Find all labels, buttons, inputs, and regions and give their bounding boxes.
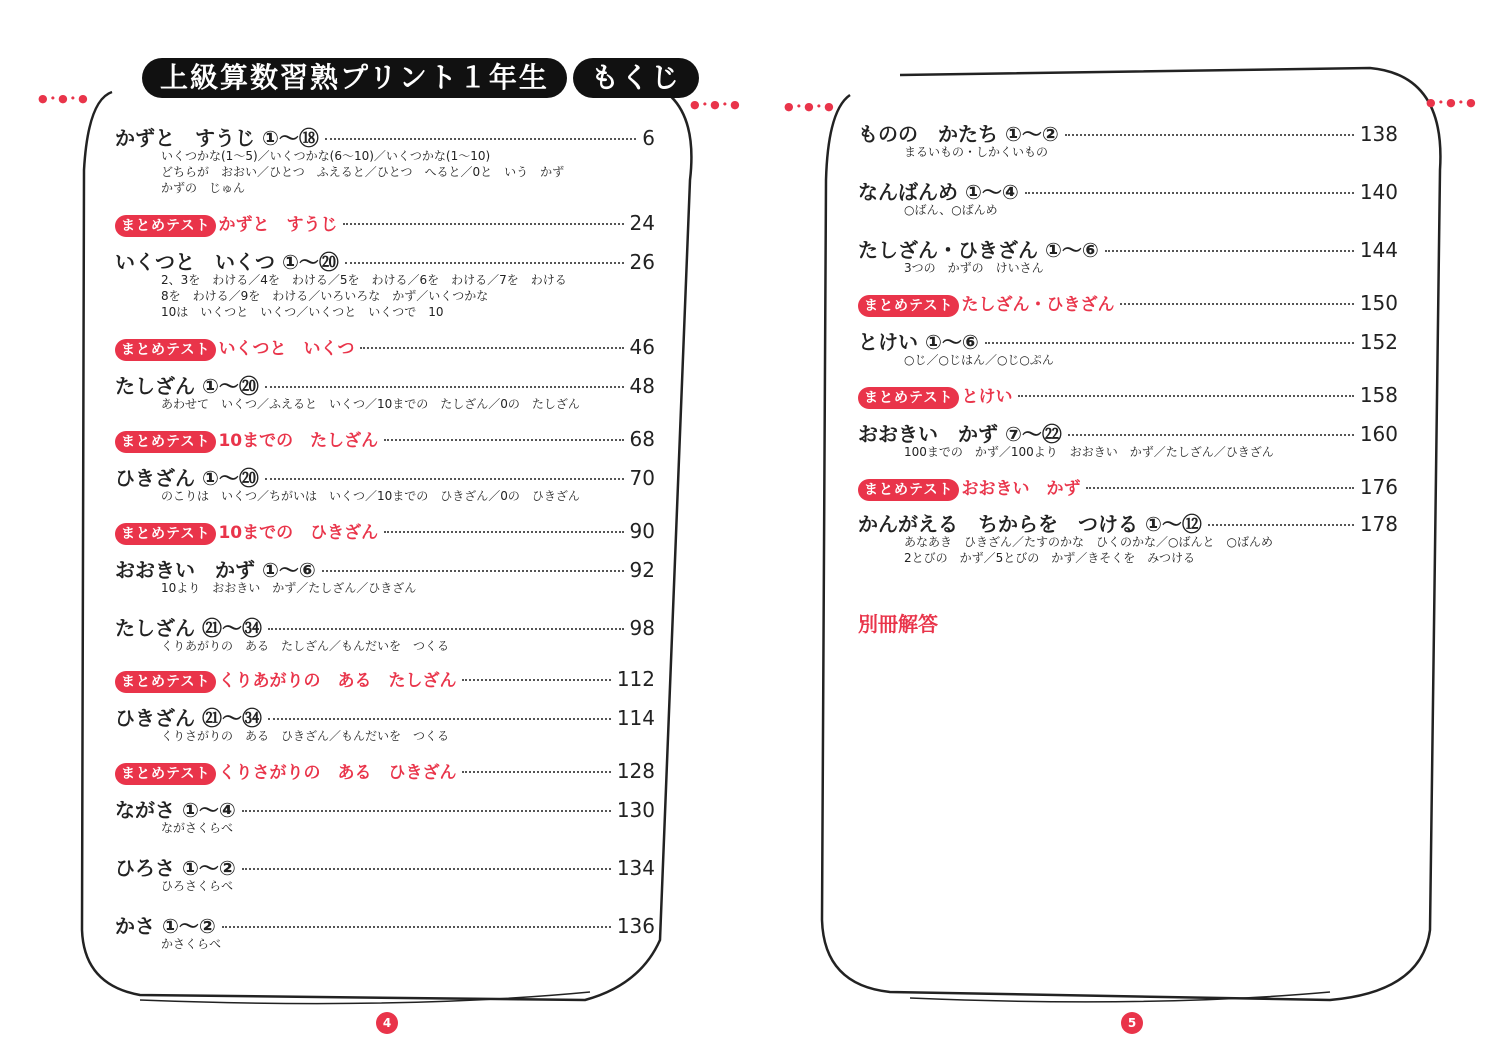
toc-entry — [115, 370, 655, 412]
toc-entry — [115, 122, 655, 196]
dot-leader — [242, 868, 611, 870]
toc-row — [858, 474, 1398, 500]
toc-row — [115, 518, 655, 544]
toc-row — [858, 176, 1398, 202]
toc-heading: かずと すうじ ①～⑱ — [115, 126, 319, 150]
toc-test-entry — [115, 666, 655, 692]
dot-leader — [1068, 434, 1354, 436]
toc-heading: とけい — [961, 387, 1013, 407]
toc-test-entry — [115, 758, 655, 784]
toc-subtopics: かずの じゅん — [161, 181, 246, 195]
toc-row — [858, 508, 1398, 534]
toc-heading: たしざん・ひきざん — [961, 295, 1115, 315]
toc-page-number: 138 — [1359, 122, 1398, 146]
toc-entry — [115, 910, 655, 952]
toc-page-number: 48 — [629, 374, 655, 398]
toc-row — [858, 418, 1398, 444]
toc-entry — [858, 418, 1398, 460]
toc-row — [115, 210, 655, 236]
toc-row — [115, 246, 655, 272]
toc-heading: かんがえる ちからを つける ①～⑫ — [858, 512, 1202, 536]
toc-heading: ひきざん ㉑～㉞ — [115, 706, 262, 730]
toc-heading: かさ ①～② — [115, 914, 216, 938]
dot-leader — [1086, 487, 1353, 489]
toc-page-number: 70 — [629, 466, 655, 490]
toc-page-number: 114 — [616, 706, 655, 730]
toc-heading: ながさ ①～④ — [115, 798, 236, 822]
test-badge: まとめテスト — [858, 295, 959, 317]
toc-row — [115, 122, 655, 148]
toc-subtopics: くりさがりの ある ひきざん／もんだいを つくる — [161, 729, 450, 743]
toc-entry — [115, 246, 655, 320]
toc-heading: 10までの たしざん — [218, 431, 379, 451]
toc-entry — [115, 554, 655, 596]
toc-title — [142, 58, 699, 98]
toc-row — [858, 382, 1398, 408]
toc-subtopics: 10は いくつと いくつ／いくつと いくつで 10 — [161, 305, 444, 319]
dot-leader — [462, 679, 610, 681]
toc-subtopics: ○ばん、○ばんめ — [904, 203, 998, 217]
toc-subtopics: あわせて いくつ／ふえると いくつ／10までの たしざん／0の たしざん — [161, 397, 580, 411]
toc-row — [115, 334, 655, 360]
dot-leader — [345, 262, 624, 264]
toc-heading: ものの かたち ①～② — [858, 122, 1059, 146]
toc-page-number: 6 — [642, 126, 655, 150]
toc-entry — [115, 794, 655, 836]
toc-page-number: 144 — [1359, 238, 1398, 262]
toc-subtopics: どちらが おおい／ひとつ ふえると／ひとつ へると／0と いう かず — [161, 165, 565, 179]
right-page — [750, 0, 1500, 1060]
toc-row — [115, 702, 655, 728]
toc-page-number: 24 — [629, 211, 655, 235]
answer-note: 別冊解答 — [858, 612, 938, 636]
dot-leader — [360, 347, 623, 349]
toc-page-number: 130 — [616, 798, 655, 822]
toc-page-number: 26 — [629, 250, 655, 274]
toc-row — [115, 666, 655, 692]
toc-heading: くりあがりの ある たしざん — [218, 671, 457, 691]
toc-heading: ひろさ ①～② — [115, 856, 236, 880]
toc-heading: たしざん ①～⑳ — [115, 374, 259, 398]
toc-page-number: 68 — [629, 427, 655, 451]
dot-leader — [268, 628, 624, 630]
dot-leader — [985, 342, 1354, 344]
toc-row — [858, 118, 1398, 144]
decor-dots: ●•●•● — [1426, 96, 1478, 109]
toc-page-number: 150 — [1359, 291, 1398, 315]
dot-leader — [462, 771, 610, 773]
toc-entry — [115, 612, 655, 654]
toc-entry — [858, 176, 1398, 218]
test-badge: まとめテスト — [115, 763, 216, 785]
dot-leader — [242, 810, 611, 812]
toc-page-number: 160 — [1359, 422, 1398, 446]
toc-entry — [115, 702, 655, 744]
page-number: 4 — [376, 1012, 398, 1034]
toc-row — [115, 612, 655, 638]
toc-subtopics: ○じ／○じはん／○じ○ぷん — [904, 353, 1054, 367]
toc-test-entry — [858, 382, 1398, 408]
dot-leader — [322, 570, 624, 572]
test-badge: まとめテスト — [858, 387, 959, 409]
toc-page-number: 134 — [616, 856, 655, 880]
toc-subtopics: あなあき ひきざん／たすのかな ひくのかな／○ばんと ○ばんめ — [904, 535, 1273, 549]
title-main: 上級算数習熟プリント１年生 — [142, 58, 567, 98]
toc-row — [115, 794, 655, 820]
dot-leader — [265, 386, 624, 388]
title-sub: もくじ — [573, 58, 699, 98]
toc-subtopics: 10より おおきい かず／たしざん／ひきざん — [161, 581, 417, 595]
decor-dots: ●•●•● — [784, 100, 836, 113]
toc-entry — [858, 234, 1398, 276]
toc-subtopics: 2とびの かず／5とびの かず／きそくを みつける — [904, 551, 1196, 565]
toc-page-number: 152 — [1359, 330, 1398, 354]
dot-leader — [222, 926, 611, 928]
toc-test-entry — [858, 290, 1398, 316]
toc-row — [115, 852, 655, 878]
toc-page-number: 90 — [629, 519, 655, 543]
toc-subtopics: 3つの かずの けいさん — [904, 261, 1044, 275]
toc-entry — [858, 326, 1398, 368]
toc-subtopics: ながさくらべ — [161, 821, 234, 835]
toc-heading: ひきざん ①～⑳ — [115, 466, 259, 490]
dot-leader — [384, 439, 623, 441]
toc-row — [858, 290, 1398, 316]
toc-entry — [115, 462, 655, 504]
toc-page-number: 158 — [1359, 383, 1398, 407]
toc-test-entry — [115, 334, 655, 360]
toc-row — [858, 326, 1398, 352]
toc-heading: なんばんめ ①～④ — [858, 180, 1019, 204]
toc-page-number: 176 — [1359, 475, 1398, 499]
toc-heading: 10までの ひきざん — [218, 523, 379, 543]
toc-heading: いくつと いくつ ①～⑳ — [115, 250, 339, 274]
test-badge: まとめテスト — [115, 523, 216, 545]
dot-leader — [1025, 192, 1354, 194]
toc-row — [115, 462, 655, 488]
toc-page-number: 98 — [629, 616, 655, 640]
toc-entry — [115, 852, 655, 894]
test-badge: まとめテスト — [115, 339, 216, 361]
toc-test-entry — [858, 474, 1398, 500]
dot-leader — [1105, 250, 1354, 252]
toc-heading: たしざん・ひきざん ①～⑥ — [858, 238, 1099, 262]
dot-leader — [343, 223, 623, 225]
toc-heading: おおきい かず ①～⑥ — [115, 558, 316, 582]
toc-heading: くりさがりの ある ひきざん — [218, 763, 457, 783]
test-badge: まとめテスト — [858, 479, 959, 501]
toc-heading: かずと すうじ — [218, 215, 338, 235]
toc-heading: おおきい かず ⑦～㉒ — [858, 422, 1062, 446]
toc-subtopics: くりあがりの ある たしざん／もんだいを つくる — [161, 639, 450, 653]
toc-subtopics: のこりは いくつ／ちがいは いくつ／10までの ひきざん／0の ひきざん — [161, 489, 580, 503]
toc-subtopics: いくつかな(1～5)／いくつかな(6～10)／いくつかな(1～10) — [161, 149, 491, 163]
test-badge: まとめテスト — [115, 215, 216, 237]
decor-dots: ●•●•● — [38, 92, 90, 105]
toc-row — [115, 554, 655, 580]
toc-heading: たしざん ㉑～㉞ — [115, 616, 262, 640]
toc-row — [858, 234, 1398, 260]
toc-subtopics: まるいもの・しかくいもの — [904, 145, 1049, 159]
toc-page-number: 112 — [616, 667, 655, 691]
toc-heading: おおきい かず — [961, 479, 1081, 499]
test-badge: まとめテスト — [115, 671, 216, 693]
toc-subtopics: かさくらべ — [161, 937, 222, 951]
toc-entry — [858, 118, 1398, 160]
dot-leader — [1120, 303, 1353, 305]
toc-test-entry — [115, 426, 655, 452]
toc-subtopics: 100までの かず／100より おおきい かず／たしざん／ひきざん — [904, 445, 1274, 459]
dot-leader — [384, 531, 623, 533]
toc-subtopics: ひろさくらべ — [161, 879, 234, 893]
toc-page-number: 46 — [629, 335, 655, 359]
toc-page-number: 92 — [629, 558, 655, 582]
toc-heading: いくつと いくつ — [218, 339, 355, 359]
dot-leader — [1065, 134, 1354, 136]
page-number: 5 — [1121, 1012, 1143, 1034]
toc-row — [115, 370, 655, 396]
toc-page-number: 136 — [616, 914, 655, 938]
decor-dots: ●•●•● — [690, 98, 742, 111]
dot-leader — [1018, 395, 1353, 397]
toc-test-entry — [115, 210, 655, 236]
dot-leader — [265, 478, 624, 480]
toc-test-entry — [115, 518, 655, 544]
toc-page-number: 140 — [1359, 180, 1398, 204]
dot-leader — [268, 718, 611, 720]
toc-heading: とけい ①～⑥ — [858, 330, 979, 354]
toc-entry — [858, 508, 1398, 566]
toc-row — [115, 758, 655, 784]
toc-subtopics: 2、3を わける／4を わける／5を わける／6を わける／7を わける — [161, 273, 567, 287]
toc-subtopics: 8を わける／9を わける／いろいろな かず／いくつかな — [161, 289, 489, 303]
toc-page-number: 128 — [616, 759, 655, 783]
toc-row — [115, 426, 655, 452]
dot-leader — [1208, 524, 1354, 526]
toc-row — [115, 910, 655, 936]
test-badge: まとめテスト — [115, 431, 216, 453]
toc-page-number: 178 — [1359, 512, 1398, 536]
dot-leader — [325, 138, 636, 140]
